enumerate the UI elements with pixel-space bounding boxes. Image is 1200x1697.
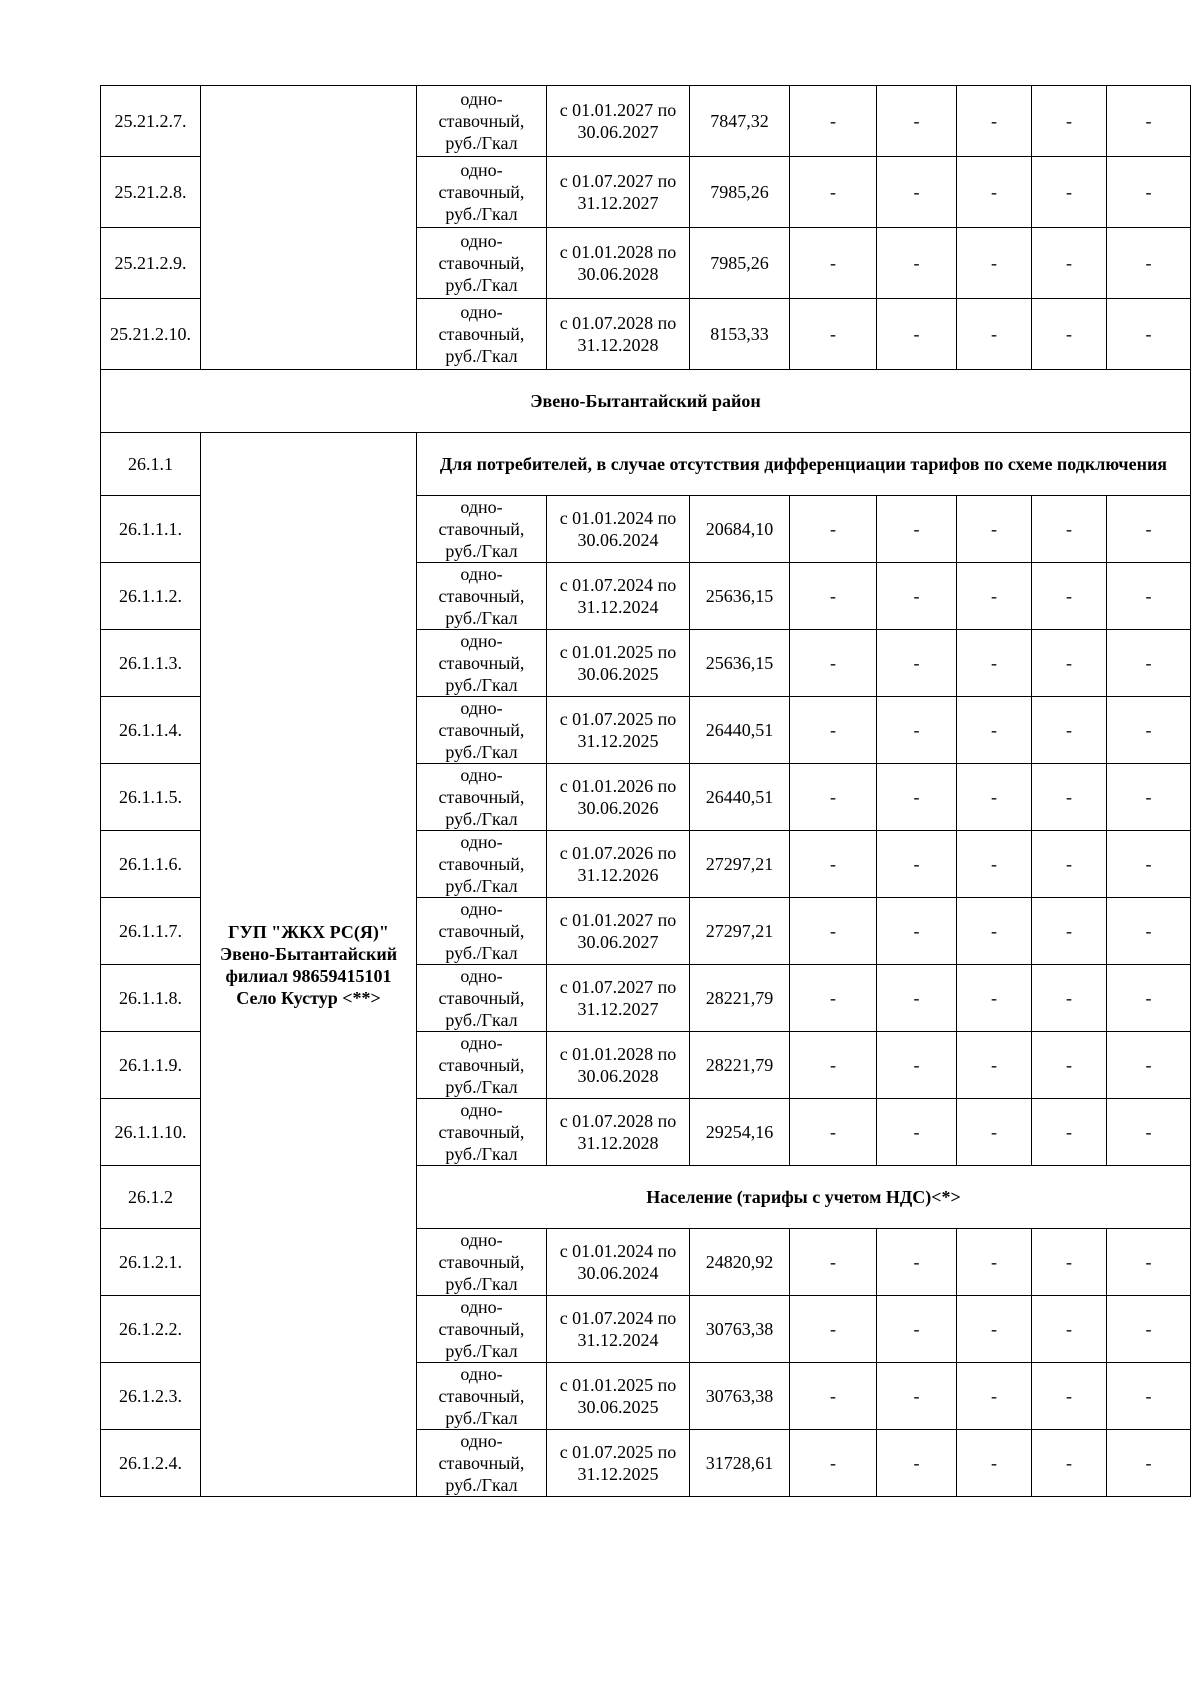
tariff-period: с 01.01.2028 по 30.06.2028: [547, 1032, 690, 1099]
row-number: 26.1.1.7.: [101, 898, 201, 965]
empty-value: -: [957, 630, 1032, 697]
tariff-period: с 01.07.2027 по 31.12.2027: [547, 157, 690, 228]
tariff-value: 24820,92: [690, 1229, 790, 1296]
tariff-period: с 01.07.2026 по 31.12.2026: [547, 831, 690, 898]
empty-value: -: [1107, 299, 1191, 370]
tariff-value: 28221,79: [690, 965, 790, 1032]
row-number: 26.1.1.9.: [101, 1032, 201, 1099]
empty-value: -: [877, 697, 957, 764]
empty-value: -: [1032, 86, 1107, 157]
empty-value: -: [1032, 965, 1107, 1032]
tariff-value: 7985,26: [690, 157, 790, 228]
tariff-table: [100, 85, 1191, 1497]
empty-value: -: [877, 898, 957, 965]
tariff-value: 28221,79: [690, 1032, 790, 1099]
tariff-value: 8153,33: [690, 299, 790, 370]
empty-value: -: [1032, 697, 1107, 764]
empty-value: -: [877, 630, 957, 697]
tariff-type: одно-ставочный, руб./Гкал: [417, 1099, 547, 1166]
group-title: Для потребителей, в случае отсутствия дифференциации тарифов по схеме подключения: [417, 433, 1191, 496]
tariff-period: с 01.07.2025 по 31.12.2025: [547, 1430, 690, 1497]
tariff-value: 25636,15: [690, 563, 790, 630]
empty-value: -: [1107, 898, 1191, 965]
empty-value: -: [957, 764, 1032, 831]
tariff-value: 31728,61: [690, 1430, 790, 1497]
tariff-type: одно-ставочный, руб./Гкал: [417, 86, 547, 157]
empty-value: -: [790, 764, 877, 831]
tariff-type: одно-ставочный, руб./Гкал: [417, 898, 547, 965]
tariff-type: одно-ставочный, руб./Гкал: [417, 563, 547, 630]
tariff-period: с 01.01.2027 по 30.06.2027: [547, 86, 690, 157]
tariff-type: одно-ставочный, руб./Гкал: [417, 1229, 547, 1296]
tariff-type: одно-ставочный, руб./Гкал: [417, 1296, 547, 1363]
empty-value: -: [1032, 898, 1107, 965]
empty-value: -: [1032, 1032, 1107, 1099]
row-number: 26.1.2.1.: [101, 1229, 201, 1296]
empty-value: -: [1032, 563, 1107, 630]
tariff-value: 30763,38: [690, 1296, 790, 1363]
empty-value: -: [790, 496, 877, 563]
empty-value: -: [877, 228, 957, 299]
empty-value: -: [877, 831, 957, 898]
empty-value: -: [1032, 1296, 1107, 1363]
empty-value: -: [790, 965, 877, 1032]
empty-value: -: [790, 157, 877, 228]
tariff-value: 25636,15: [690, 630, 790, 697]
empty-value: -: [1032, 157, 1107, 228]
row-number: 26.1.1.3.: [101, 630, 201, 697]
tariff-type: одно-ставочный, руб./Гкал: [417, 157, 547, 228]
tariff-period: с 01.07.2028 по 31.12.2028: [547, 299, 690, 370]
tariff-type: одно-ставочный, руб./Гкал: [417, 630, 547, 697]
empty-value: -: [790, 1229, 877, 1296]
district-title: Эвено-Бытантайский район: [101, 370, 1191, 433]
tariff-type: одно-ставочный, руб./Гкал: [417, 1032, 547, 1099]
tariff-type: одно-ставочный, руб./Гкал: [417, 1430, 547, 1497]
row-number: 26.1.1.2.: [101, 563, 201, 630]
tariff-period: с 01.01.2026 по 30.06.2026: [547, 764, 690, 831]
district-row: [101, 370, 1191, 433]
empty-value: -: [1107, 1099, 1191, 1166]
tariff-type: одно-ставочный, руб./Гкал: [417, 764, 547, 831]
tariff-period: с 01.01.2024 по 30.06.2024: [547, 1229, 690, 1296]
empty-value: -: [957, 228, 1032, 299]
tariff-type: одно-ставочный, руб./Гкал: [417, 228, 547, 299]
row-number: 26.1.1.4.: [101, 697, 201, 764]
empty-value: -: [1032, 228, 1107, 299]
empty-value: -: [957, 1032, 1032, 1099]
tariff-period: с 01.07.2024 по 31.12.2024: [547, 1296, 690, 1363]
tariff-period: с 01.07.2028 по 31.12.2028: [547, 1099, 690, 1166]
empty-value: -: [790, 898, 877, 965]
empty-value: -: [1032, 630, 1107, 697]
tariff-value: 7985,26: [690, 228, 790, 299]
empty-value: -: [957, 299, 1032, 370]
tariff-value: 29254,16: [690, 1099, 790, 1166]
tariff-type: одно-ставочный, руб./Гкал: [417, 1363, 547, 1430]
row-number: 25.21.2.7.: [101, 86, 201, 157]
tariff-value: 30763,38: [690, 1363, 790, 1430]
empty-value: -: [877, 563, 957, 630]
empty-value: -: [1032, 1430, 1107, 1497]
empty-value: -: [1107, 630, 1191, 697]
empty-value: -: [790, 1296, 877, 1363]
empty-value: -: [957, 563, 1032, 630]
empty-value: -: [877, 764, 957, 831]
empty-value: -: [790, 697, 877, 764]
tariff-value: 20684,10: [690, 496, 790, 563]
empty-value: -: [1107, 86, 1191, 157]
empty-value: -: [790, 563, 877, 630]
tariff-type: одно-ставочный, руб./Гкал: [417, 965, 547, 1032]
empty-value: -: [790, 1430, 877, 1497]
tariff-value: 27297,21: [690, 831, 790, 898]
group-title: Население (тарифы с учетом НДС)<*>: [417, 1166, 1191, 1229]
tariff-period: с 01.07.2025 по 31.12.2025: [547, 697, 690, 764]
empty-value: -: [1032, 1229, 1107, 1296]
row-number: 26.1.1.6.: [101, 831, 201, 898]
empty-value: -: [1107, 496, 1191, 563]
empty-value: -: [877, 1296, 957, 1363]
empty-value: -: [1107, 1363, 1191, 1430]
empty-value: -: [790, 86, 877, 157]
empty-value: -: [1032, 299, 1107, 370]
empty-value: -: [877, 965, 957, 1032]
empty-value: -: [1107, 1229, 1191, 1296]
empty-value: -: [957, 831, 1032, 898]
row-number: 26.1.2.2.: [101, 1296, 201, 1363]
empty-value: -: [957, 697, 1032, 764]
tariff-value: 7847,32: [690, 86, 790, 157]
empty-value: -: [1032, 764, 1107, 831]
empty-value: -: [1107, 965, 1191, 1032]
empty-value: -: [790, 299, 877, 370]
empty-value: -: [1107, 563, 1191, 630]
empty-value: -: [957, 1296, 1032, 1363]
tariff-period: с 01.07.2027 по 31.12.2027: [547, 965, 690, 1032]
tariff-type: одно-ставочный, руб./Гкал: [417, 831, 547, 898]
empty-value: -: [1032, 496, 1107, 563]
group-header-row: [101, 433, 1191, 496]
empty-value: -: [1107, 228, 1191, 299]
tariff-period: с 01.01.2027 по 30.06.2027: [547, 898, 690, 965]
empty-value: -: [1032, 1099, 1107, 1166]
empty-value: -: [877, 1430, 957, 1497]
empty-value: -: [957, 898, 1032, 965]
empty-value: -: [877, 299, 957, 370]
empty-value: -: [877, 157, 957, 228]
row-number: 25.21.2.9.: [101, 228, 201, 299]
empty-value: -: [957, 157, 1032, 228]
group-number: 26.1.2: [101, 1166, 201, 1229]
tariff-type: одно-ставочный, руб./Гкал: [417, 496, 547, 563]
tariff-period: с 01.01.2024 по 30.06.2024: [547, 496, 690, 563]
row-number: 26.1.1.8.: [101, 965, 201, 1032]
organization-cell-continued: [201, 86, 417, 370]
tariff-period: с 01.01.2025 по 30.06.2025: [547, 1363, 690, 1430]
empty-value: -: [957, 1430, 1032, 1497]
empty-value: -: [790, 630, 877, 697]
empty-value: -: [1107, 764, 1191, 831]
empty-value: -: [877, 1363, 957, 1430]
empty-value: -: [877, 86, 957, 157]
row-number: 26.1.2.3.: [101, 1363, 201, 1430]
empty-value: -: [957, 1099, 1032, 1166]
empty-value: -: [877, 1099, 957, 1166]
empty-value: -: [877, 496, 957, 563]
empty-value: -: [790, 1032, 877, 1099]
table-row: [101, 86, 1191, 157]
empty-value: -: [957, 86, 1032, 157]
tariff-value: 27297,21: [690, 898, 790, 965]
row-number: 26.1.2.4.: [101, 1430, 201, 1497]
empty-value: -: [957, 965, 1032, 1032]
empty-value: -: [877, 1229, 957, 1296]
empty-value: -: [1032, 831, 1107, 898]
tariff-table-body: [101, 86, 1191, 1497]
empty-value: -: [957, 1229, 1032, 1296]
empty-value: -: [790, 228, 877, 299]
row-number: 25.21.2.10.: [101, 299, 201, 370]
organization-name: ГУП "ЖКХ РС(Я)" Эвено-Бытантайский филиал 98659415101 Село Кустур <**>: [201, 433, 417, 1497]
empty-value: -: [877, 1032, 957, 1099]
tariff-period: с 01.07.2024 по 31.12.2024: [547, 563, 690, 630]
empty-value: -: [1107, 1296, 1191, 1363]
row-number: 26.1.1.1.: [101, 496, 201, 563]
empty-value: -: [1107, 1032, 1191, 1099]
empty-value: -: [1032, 1363, 1107, 1430]
row-number: 26.1.1.10.: [101, 1099, 201, 1166]
tariff-value: 26440,51: [690, 764, 790, 831]
empty-value: -: [957, 1363, 1032, 1430]
tariff-period: с 01.01.2028 по 30.06.2028: [547, 228, 690, 299]
row-number: 25.21.2.8.: [101, 157, 201, 228]
empty-value: -: [790, 1363, 877, 1430]
tariff-period: с 01.01.2025 по 30.06.2025: [547, 630, 690, 697]
empty-value: -: [1107, 157, 1191, 228]
empty-value: -: [790, 831, 877, 898]
row-number: 26.1.1.5.: [101, 764, 201, 831]
tariff-type: одно-ставочный, руб./Гкал: [417, 299, 547, 370]
empty-value: -: [1107, 831, 1191, 898]
empty-value: -: [957, 496, 1032, 563]
empty-value: -: [1107, 1430, 1191, 1497]
tariff-value: 26440,51: [690, 697, 790, 764]
empty-value: -: [1107, 697, 1191, 764]
group-number: 26.1.1: [101, 433, 201, 496]
empty-value: -: [790, 1099, 877, 1166]
tariff-type: одно-ставочный, руб./Гкал: [417, 697, 547, 764]
